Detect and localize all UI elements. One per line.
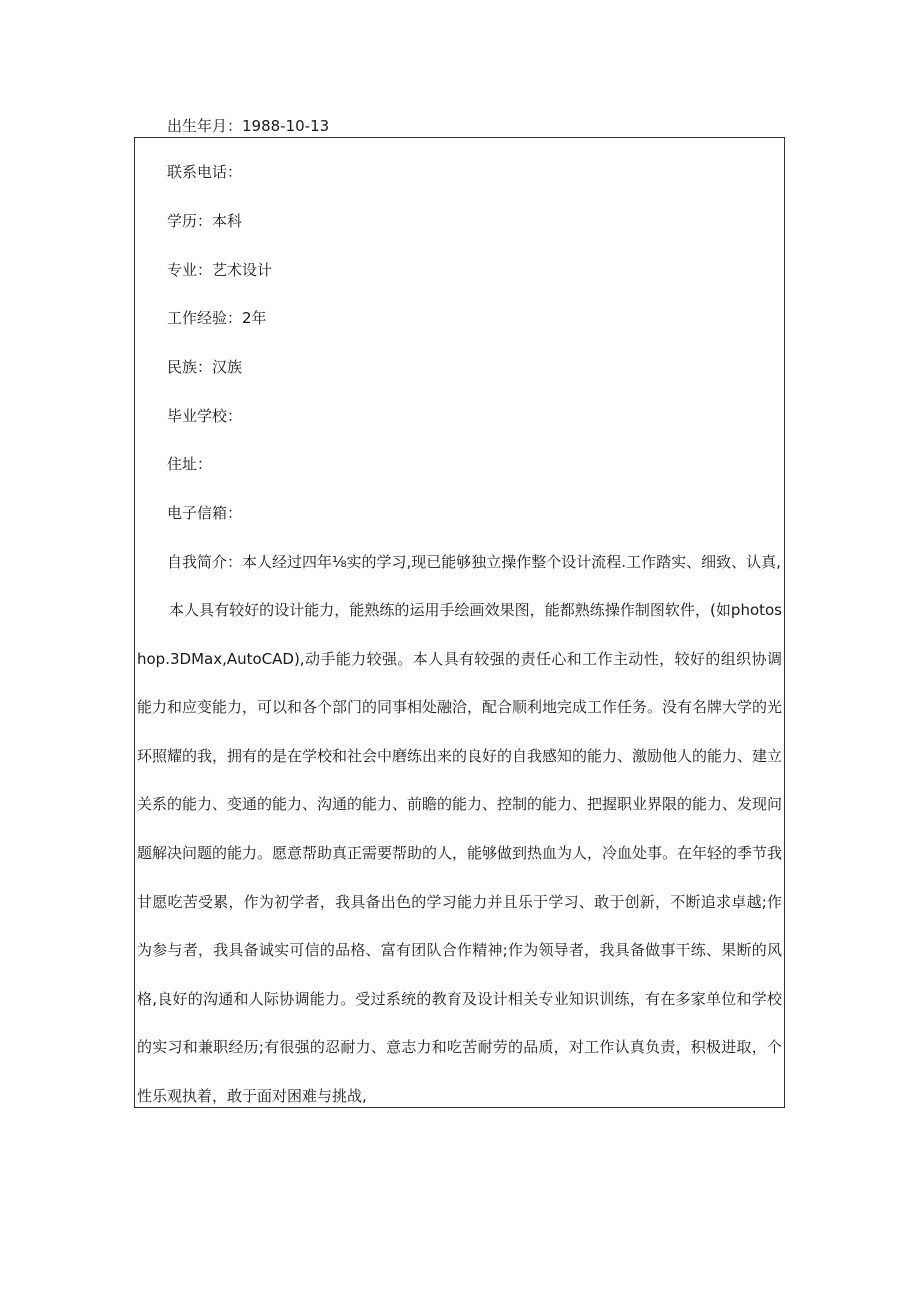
school-field: 毕业学校： — [167, 407, 243, 425]
education-field: 学历：本科 — [167, 212, 243, 230]
experience-field: 工作经验：2年 — [167, 309, 267, 327]
email-field: 电子信箱： — [167, 504, 243, 522]
ethnicity-field: 民族：汉族 — [167, 358, 243, 376]
resume-frame — [134, 137, 785, 1108]
birth-date-field: 出生年月：1988-10-13 — [167, 117, 330, 135]
address-field: 住址： — [167, 455, 213, 473]
major-field: 专业：艺术设计 — [167, 261, 273, 279]
phone-field: 联系电话： — [167, 163, 243, 181]
self-intro-field: 自我简介：本人经过四年⅛实的学习,现已能够独立操作整个设计流程.工作踏实、细致、认真, — [167, 553, 781, 571]
self-intro-paragraph: 本人具有较好的设计能力，能熟练的运用手绘画效果图，能都熟练操作制图软件，(如photoshop.3DMax,AutoCAD),动手能力较强。本人具有较强的责任心和工作主动性，较好的组织协调能力和应变能力，可以和各个部门的同事相处融洽，配合顺利地完成工作任务。没有名牌大学的光环照耀的我，拥有的是在学校和社会中磨练出来的良好的自我感知的能力、激励他人的能力、建立关系的能力、变通的能力、沟通的能力、前瞻的能力、控制的能力、把握职业界限的能力、发现问题解决问题的能力。愿意帮助真正需要帮助的人，能够做到热血为人，冷血处事。在年轻的季节我甘愿吃苦受累，作为初学者，我具备出色的学习能力并且乐于学习、敢于创新，不断追求卓越;作为参与者，我具备诚实可信的品格、富有团队合作精神;作为领导者，我具备做事干练、果断的风格,良好的沟通和人际协调能力。受过系统的教育及设计相关专业知识训练，有在多家单位和学校的实习和兼职经历;有很强的忍耐力、意志力和吃苦耐劳的品质，对工作认真负责，积极进取，个性乐观执着，敢于面对困难与挑战, — [137, 601, 783, 1105]
